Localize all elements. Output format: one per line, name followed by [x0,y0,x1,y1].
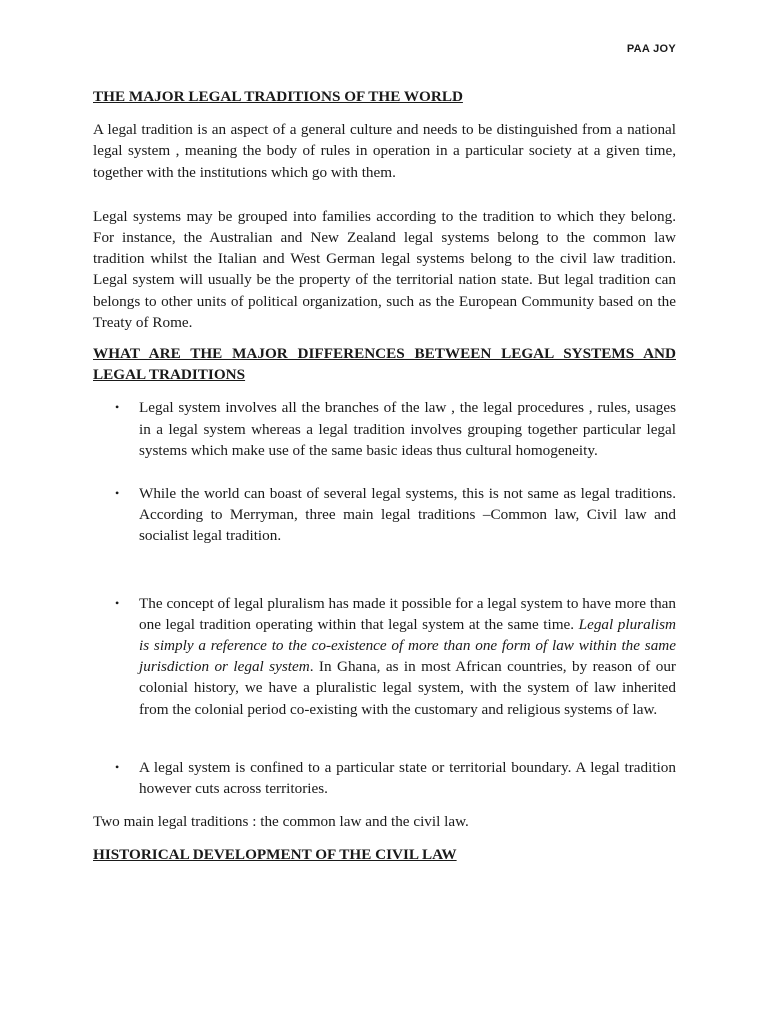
list-item-text: Legal system involves all the branches of the law , the legal procedures , rules, usages in a legal system whereas a legal tradition involves grouping together particular legal systems which make use of the same basic ideas thus cultural homogeneity. [139,399,676,459]
bullet-icon: • [115,759,120,774]
list-item [93,397,676,461]
list-item-text-italic: Legal pluralism is simply a reference to the co-existence of more than one form of law within the same jurisdiction or legal system [139,615,676,676]
list-item-text-before: The concept of legal pluralism has made it possible for a legal system to have more than one legal tradition operating within that legal system at the same time. [139,594,676,633]
intro-paragraph: A legal tradition is an aspect of a general culture and needs to be distinguished from a national legal system , meaning the body of rules in operation in a particular society at a given time, together with the institutions which go with them. [93,121,676,181]
header-author: PAA JOY [626,43,676,55]
list-item-text-after: . In Ghana, as in most African countries, by reason of our colonial history, we have a pluralistic legal system, with the system of law inherited from the colonial period co-existing with the customary and religious systems of law. [139,658,676,718]
families-paragraph: Legal systems may be grouped into families according to the tradition to which they belong. For instance, the Australian and New Zealand legal systems belong to the common law tradition whilst the Italian and West German legal systems belong to the civil law tradition. Legal system will usually be the property of the territorial nation state. But legal tradition can belongs to other units of political organization, such as the European Community based on the Treaty of Rome. [93,207,676,331]
list-item [93,483,676,547]
closing-paragraph: Two main legal traditions : the common law and the civil law. [93,813,469,831]
list-item [93,757,676,799]
bullet-icon: • [115,595,120,610]
list-item-text: A legal system is confined to a particular state or territorial boundary. A legal tradition however cuts across territories. [139,758,676,798]
civil-law-heading: HISTORICAL DEVELOPMENT OF THE CIVIL LAW [93,846,457,864]
bullet-icon: • [115,486,120,501]
bullet-icon: • [115,400,120,415]
list-item [93,593,676,720]
list-item-text: While the world can boast of several legal systems, this is not same as legal traditions. According to Merryman, three main legal traditions –Common law, Civil law and socialist legal tradition. [139,485,676,545]
differences-list [93,397,676,799]
differences-heading: WHAT ARE THE MAJOR DIFFERENCES BETWEEN LEGAL SYSTEMS AND LEGAL TRADITIONS [93,345,676,384]
main-heading: THE MAJOR LEGAL TRADITIONS OF THE WORLD [93,88,463,105]
document-body [93,86,676,866]
